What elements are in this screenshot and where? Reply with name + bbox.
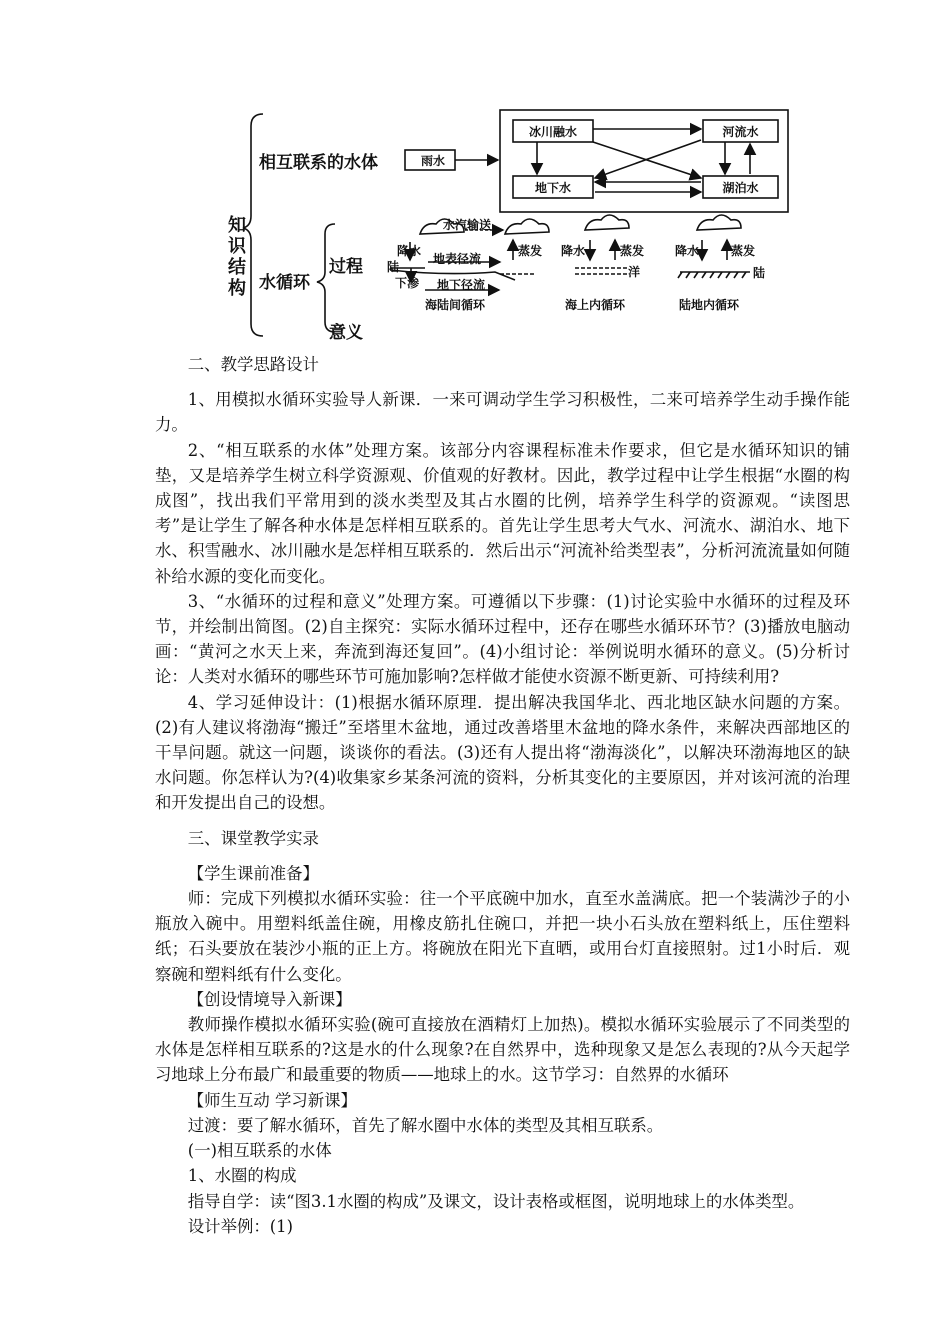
document-body — [155, 352, 850, 1239]
section-2-title: 二、教学思路设计 — [187, 355, 319, 374]
vapor-transport-label: 水汽输送 — [443, 218, 492, 232]
inland-caption: 陆地内循环 — [679, 298, 740, 312]
land-label: 陆 — [387, 260, 400, 274]
prep-paragraph: 师：完成下列模拟水循环实验：往一个平底碗中加水，直至水盖满底。把一个装满沙子的小瓶放入碗中。用塑料纸盖住碗，用橡皮筋扎住碗口，并把一块小石头放在塑料纸上，压住塑料纸；石头要放在装沙小瓶的正上方。将碗放在阳光下直晒，或用台灯直接照射。过1小时后．观察碗和塑料纸有什么变化。 — [155, 889, 850, 984]
lake-water-box: 湖泊水 — [722, 181, 759, 195]
sea-land-caption: 海陆间循环 — [425, 298, 486, 312]
knowledge-structure-diagram — [215, 100, 815, 345]
prep-heading: 【学生课前准备】 — [187, 863, 319, 883]
surface-runoff-label: 地表径流 — [433, 252, 482, 266]
side-label: 知识结构 — [228, 215, 246, 299]
section-2-paragraph-1: 1、用模拟水循环实验导人新课．一来可调动学生学习积极性，二来可培养学生动手操作能力。 — [155, 390, 850, 435]
groundwater-box: 地下水 — [534, 181, 571, 195]
interaction-heading: 【师生互动 学习新课】 — [187, 1090, 357, 1110]
glacier-melt-box: 冰川融水 — [528, 125, 577, 139]
ocean-evap-label: 蒸发 — [620, 244, 645, 258]
intro-heading: 【创设情境导入新课】 — [187, 989, 352, 1009]
groundwater-runoff-label: 地下径流 — [437, 278, 486, 292]
rain-box: 雨水 — [420, 154, 445, 168]
sea-land-precip-label: 降水 — [397, 244, 422, 258]
transition-text: 过渡：要了解水循环，首先了解水圈中水体的类型及其相互联系。 — [187, 1115, 664, 1135]
subsection-1-1-title: 1、水圈的构成 — [187, 1166, 297, 1186]
water-bodies-label: 相互联系的水体 — [259, 153, 378, 173]
section-2-paragraph-2: 2、“相互联系的水体”处理方案。该部分内容课程标准未作要求，但它是水循环知识的铺垫，又是培养学生树立科学资源观、价值观的好教材。因此，教学过程中让学生根据“水圈的构成图”，找出我们平常用到的淡水类型及其占水圈的比例，培养学生科学的资源观。“读图思考”是让学生了解各种水体是怎样相互联系的。首先让学生思考大气水、河流水、湖泊水、地下水、积雪融水、冰川融水是怎样相互联系的．然后出示“河流补给类型表”，分析河流流量如何随补给水源的变化而变化。 — [155, 440, 850, 586]
inland-precip-label: 降水 — [675, 244, 700, 258]
river-water-box: 河流水 — [722, 125, 759, 139]
intro-paragraph: 教师操作模拟水循环实验(碗可直接放在酒精灯上加热)。模拟水循环实验展示了不同类型的水体是怎样相互联系的?这是水的什么现象?在自然界中，选种现象又是怎么表现的?从今天起学习地球上分布最广和最重要的物质——地球上的水。这节学习：自然界的水循环 — [155, 1015, 850, 1085]
inland-land-label: 陆 — [753, 266, 766, 280]
guide-paragraph: 指导自学：读“图3.1水圈的构成”及课文，设计表格或框图，说明地球上的水体类型。 — [187, 1191, 805, 1211]
process-label: 过程 — [329, 257, 363, 277]
ocean-caption: 海上内循环 — [565, 298, 626, 312]
example-text: 设计举例：(1) — [187, 1216, 293, 1236]
infiltration-label: 下渗 — [395, 276, 420, 290]
ocean-precip-label: 降水 — [561, 244, 586, 258]
inland-evap-label: 蒸发 — [731, 244, 756, 258]
section-3-title: 三、课堂教学实录 — [187, 828, 319, 848]
sea-land-evap-label: 蒸发 — [518, 244, 543, 258]
subsection-1-title: (一)相互联系的水体 — [187, 1141, 332, 1161]
section-2-paragraph-4: 4、学习延伸设计：(1)根据水循环原理．提出解决我国华北、西北地区缺水问题的方案。(2)有人建议将渤海“搬迁”至塔里木盆地，通过改善塔里木盆地的降水条件，来解决西部地区的干旱问题。就这一问题，谈谈你的看法。(3)还有人提出将“渤海淡化”，以解决环渤海地区的缺水问题。你怎样认为?(4)收集家乡某条河流的资料，分析其变化的主要原因，并对该河流的治理和开发提出自己的设想。 — [155, 692, 850, 813]
ocean-sea-label: 洋 — [628, 265, 641, 279]
significance-label: 意义 — [329, 323, 363, 343]
section-2-paragraph-3: 3、“水循环的过程和意义”处理方案。可遵循以下步骤：(1)讨论实验中水循环的过程及环节，并绘制出简图。(2)自主探究：实际水循环过程中，还存在哪些水循环环节？(3)播放电脑动画：“黄河之水天上来，奔流到海还复回”。(4)小组讨论：举例说明水循环的意义。(5)分析讨论：人类对水循环的哪些环节可施加影响?怎样做才能使水资源不断更新、可持续利用? — [155, 591, 850, 687]
water-cycle-label: 水循环 — [259, 273, 310, 293]
